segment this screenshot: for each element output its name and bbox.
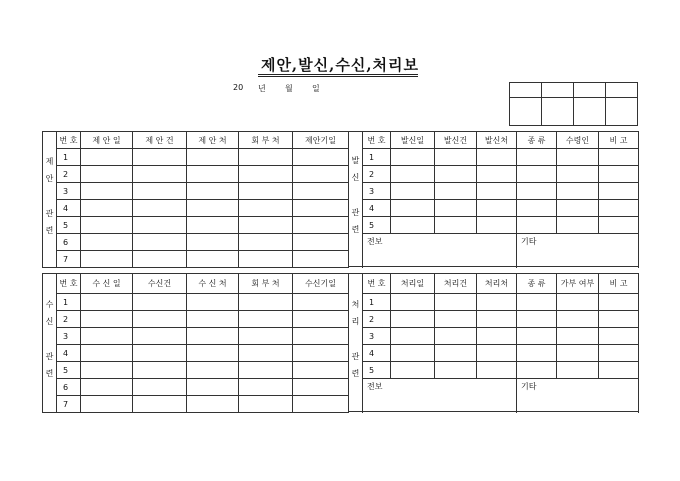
cell[interactable] (81, 200, 133, 217)
cell[interactable] (435, 149, 477, 166)
cell[interactable] (133, 217, 187, 234)
header-processing-date: 처리일 (391, 274, 435, 294)
dispatch-side-label: 발신 관련 (349, 132, 363, 267)
cell[interactable] (187, 328, 239, 345)
cell[interactable] (477, 217, 517, 234)
cell[interactable] (391, 217, 435, 234)
row-number: 2 (57, 166, 81, 183)
cell[interactable] (599, 362, 639, 379)
approval-header-cell[interactable] (574, 83, 606, 98)
approval-sign-cell[interactable] (574, 98, 606, 126)
telegram-field[interactable] (363, 379, 517, 412)
cell[interactable] (187, 234, 239, 251)
telegram-label: 전보 (367, 382, 383, 391)
processing-side-label: 처리 관련 (349, 274, 363, 412)
cell[interactable] (239, 345, 293, 362)
cell[interactable] (391, 183, 435, 200)
header-type: 종 류 (517, 132, 557, 149)
cell[interactable] (477, 166, 517, 183)
cell[interactable] (293, 251, 349, 268)
cell[interactable] (557, 217, 599, 234)
cell[interactable] (517, 183, 557, 200)
cell[interactable] (477, 311, 517, 328)
cell[interactable] (81, 345, 133, 362)
cell[interactable] (239, 379, 293, 396)
header-receipt-date: 수 신 일 (81, 274, 133, 294)
cell[interactable] (239, 251, 293, 268)
cell[interactable] (599, 217, 639, 234)
cell[interactable] (391, 200, 435, 217)
cell[interactable] (517, 166, 557, 183)
cell[interactable] (599, 183, 639, 200)
cell[interactable] (81, 294, 133, 311)
header-proposal-date: 제 안 일 (81, 132, 133, 149)
cell[interactable] (599, 294, 639, 311)
approval-sign-cell[interactable] (542, 98, 574, 126)
approval-sign-cell[interactable] (606, 98, 638, 126)
header-dispatch-date: 발신일 (391, 132, 435, 149)
cell[interactable] (293, 362, 349, 379)
other-field[interactable] (517, 379, 639, 412)
approval-header-cell[interactable] (606, 83, 638, 98)
cell[interactable] (239, 166, 293, 183)
cell[interactable] (293, 200, 349, 217)
row-number: 7 (57, 251, 81, 268)
row-number: 4 (363, 200, 391, 217)
cell[interactable] (81, 396, 133, 413)
cell[interactable] (187, 251, 239, 268)
cell[interactable] (517, 294, 557, 311)
header-processing-item: 처리건 (435, 274, 477, 294)
cell[interactable] (81, 217, 133, 234)
row-number: 3 (57, 183, 81, 200)
proposal-table (42, 131, 349, 268)
cell[interactable] (81, 166, 133, 183)
cell[interactable] (599, 328, 639, 345)
cell[interactable] (187, 149, 239, 166)
cell[interactable] (187, 362, 239, 379)
header-receipt-item: 수신건 (133, 274, 187, 294)
header-receipt-place: 수 신 처 (187, 274, 239, 294)
row-number: 1 (363, 294, 391, 311)
row-number: 3 (57, 328, 81, 345)
document-title: 제안,발신,수신,처리보 (260, 56, 420, 74)
cell[interactable] (435, 183, 477, 200)
cell[interactable] (293, 379, 349, 396)
approval-header-cell[interactable] (510, 83, 542, 98)
cell[interactable] (81, 379, 133, 396)
processing-table (348, 273, 639, 412)
cell[interactable] (435, 294, 477, 311)
cell[interactable] (557, 311, 599, 328)
header-referral-place: 회 부 처 (239, 132, 293, 149)
cell[interactable] (239, 294, 293, 311)
cell[interactable] (477, 362, 517, 379)
row-number: 6 (57, 234, 81, 251)
row-number: 2 (363, 166, 391, 183)
cell[interactable] (599, 149, 639, 166)
row-number: 5 (363, 362, 391, 379)
row-number: 2 (57, 311, 81, 328)
cell[interactable] (517, 217, 557, 234)
cell[interactable] (477, 345, 517, 362)
receipt-table (42, 273, 349, 413)
cell[interactable] (81, 362, 133, 379)
cell[interactable] (81, 234, 133, 251)
header-number: 번 호 (57, 274, 81, 294)
cell[interactable] (557, 166, 599, 183)
cell[interactable] (557, 294, 599, 311)
cell[interactable] (391, 345, 435, 362)
cell[interactable] (557, 328, 599, 345)
approval-header-cell[interactable] (542, 83, 574, 98)
row-number: 2 (363, 311, 391, 328)
cell[interactable] (293, 234, 349, 251)
row-number: 5 (57, 362, 81, 379)
header-dispatch-item: 발신건 (435, 132, 477, 149)
cell[interactable] (517, 200, 557, 217)
cell[interactable] (435, 328, 477, 345)
header-dispatch-place: 발신처 (477, 132, 517, 149)
other-label: 기타 (521, 237, 537, 246)
cell[interactable] (239, 217, 293, 234)
cell[interactable] (239, 328, 293, 345)
cell[interactable] (187, 396, 239, 413)
row-number: 3 (363, 328, 391, 345)
cell[interactable] (517, 311, 557, 328)
cell[interactable] (81, 251, 133, 268)
cell[interactable] (81, 328, 133, 345)
header-number: 번 호 (57, 132, 81, 149)
header-number: 번 호 (363, 132, 391, 149)
header-proposal-deadline: 제안기일 (293, 132, 349, 149)
cell[interactable] (187, 294, 239, 311)
cell[interactable] (435, 362, 477, 379)
cell[interactable] (391, 362, 435, 379)
cell[interactable] (239, 396, 293, 413)
header-processing-place: 처리처 (477, 274, 517, 294)
cell[interactable] (239, 149, 293, 166)
cell[interactable] (517, 345, 557, 362)
header-number: 번 호 (363, 274, 391, 294)
cell[interactable] (187, 200, 239, 217)
row-number: 4 (57, 200, 81, 217)
row-number: 7 (57, 396, 81, 413)
header-type: 종 류 (517, 274, 557, 294)
cell[interactable] (133, 251, 187, 268)
cell[interactable] (133, 149, 187, 166)
cell[interactable] (133, 311, 187, 328)
cell[interactable] (517, 362, 557, 379)
cell[interactable] (239, 311, 293, 328)
cell[interactable] (391, 328, 435, 345)
row-number: 5 (363, 217, 391, 234)
header-referral-place: 회 부 처 (239, 274, 293, 294)
date-year: 20 (233, 83, 244, 92)
cell[interactable] (477, 294, 517, 311)
proposal-side-label: 제안 관련 (43, 132, 57, 268)
cell[interactable] (435, 345, 477, 362)
cell[interactable] (239, 200, 293, 217)
cell[interactable] (187, 345, 239, 362)
cell[interactable] (293, 396, 349, 413)
cell[interactable] (133, 362, 187, 379)
cell[interactable] (557, 362, 599, 379)
row-number: 6 (57, 379, 81, 396)
cell[interactable] (81, 149, 133, 166)
date-month-label: 월 (285, 84, 293, 93)
cell[interactable] (435, 217, 477, 234)
cell[interactable] (133, 294, 187, 311)
cell[interactable] (557, 200, 599, 217)
cell[interactable] (81, 311, 133, 328)
title-underline-2 (258, 76, 418, 77)
cell[interactable] (293, 328, 349, 345)
cell[interactable] (391, 311, 435, 328)
cell[interactable] (477, 328, 517, 345)
cell[interactable] (599, 345, 639, 362)
cell[interactable] (557, 345, 599, 362)
dispatch-table (348, 131, 639, 267)
receipt-side-label: 수신 관련 (43, 274, 57, 413)
telegram-label: 전보 (367, 237, 383, 246)
cell[interactable] (133, 166, 187, 183)
header-remarks: 비 고 (599, 274, 639, 294)
cell[interactable] (239, 183, 293, 200)
cell[interactable] (133, 379, 187, 396)
cell[interactable] (81, 183, 133, 200)
row-number: 1 (57, 149, 81, 166)
cell[interactable] (435, 166, 477, 183)
cell[interactable] (293, 183, 349, 200)
cell[interactable] (293, 294, 349, 311)
cell[interactable] (391, 294, 435, 311)
cell[interactable] (435, 311, 477, 328)
row-number: 1 (363, 149, 391, 166)
date-year-label: 년 (258, 84, 266, 93)
cell[interactable] (187, 379, 239, 396)
cell[interactable] (187, 166, 239, 183)
title-underline (258, 74, 418, 75)
cell[interactable] (517, 149, 557, 166)
cell[interactable] (391, 166, 435, 183)
cell[interactable] (599, 166, 639, 183)
telegram-field[interactable] (363, 234, 517, 267)
cell[interactable] (239, 362, 293, 379)
header-remarks: 비 고 (599, 132, 639, 149)
date-day-label: 일 (312, 84, 320, 93)
header-proposal-item: 제 안 건 (133, 132, 187, 149)
approval-sign-cell[interactable] (510, 98, 542, 126)
row-number: 4 (363, 345, 391, 362)
cell[interactable] (557, 183, 599, 200)
cell[interactable] (293, 166, 349, 183)
cell[interactable] (133, 345, 187, 362)
header-recipient: 수령인 (557, 132, 599, 149)
other-field[interactable] (517, 234, 639, 267)
row-number: 5 (57, 217, 81, 234)
cell[interactable] (435, 200, 477, 217)
header-proposal-place: 제 안 처 (187, 132, 239, 149)
cell[interactable] (133, 200, 187, 217)
cell[interactable] (187, 311, 239, 328)
header-approval-status: 가부 여부 (557, 274, 599, 294)
cell[interactable] (133, 396, 187, 413)
approval-box (509, 82, 638, 126)
cell[interactable] (187, 217, 239, 234)
cell[interactable] (133, 183, 187, 200)
cell[interactable] (599, 311, 639, 328)
cell[interactable] (477, 149, 517, 166)
cell[interactable] (133, 234, 187, 251)
cell[interactable] (477, 183, 517, 200)
cell[interactable] (293, 149, 349, 166)
row-number: 3 (363, 183, 391, 200)
cell[interactable] (239, 234, 293, 251)
cell[interactable] (293, 311, 349, 328)
header-receipt-deadline: 수신기일 (293, 274, 349, 294)
cell[interactable] (293, 345, 349, 362)
cell[interactable] (517, 328, 557, 345)
cell[interactable] (557, 149, 599, 166)
cell[interactable] (599, 200, 639, 217)
cell[interactable] (293, 217, 349, 234)
cell[interactable] (477, 200, 517, 217)
other-label: 기타 (521, 382, 537, 391)
cell[interactable] (187, 183, 239, 200)
cell[interactable] (391, 149, 435, 166)
row-number: 4 (57, 345, 81, 362)
cell[interactable] (133, 328, 187, 345)
row-number: 1 (57, 294, 81, 311)
